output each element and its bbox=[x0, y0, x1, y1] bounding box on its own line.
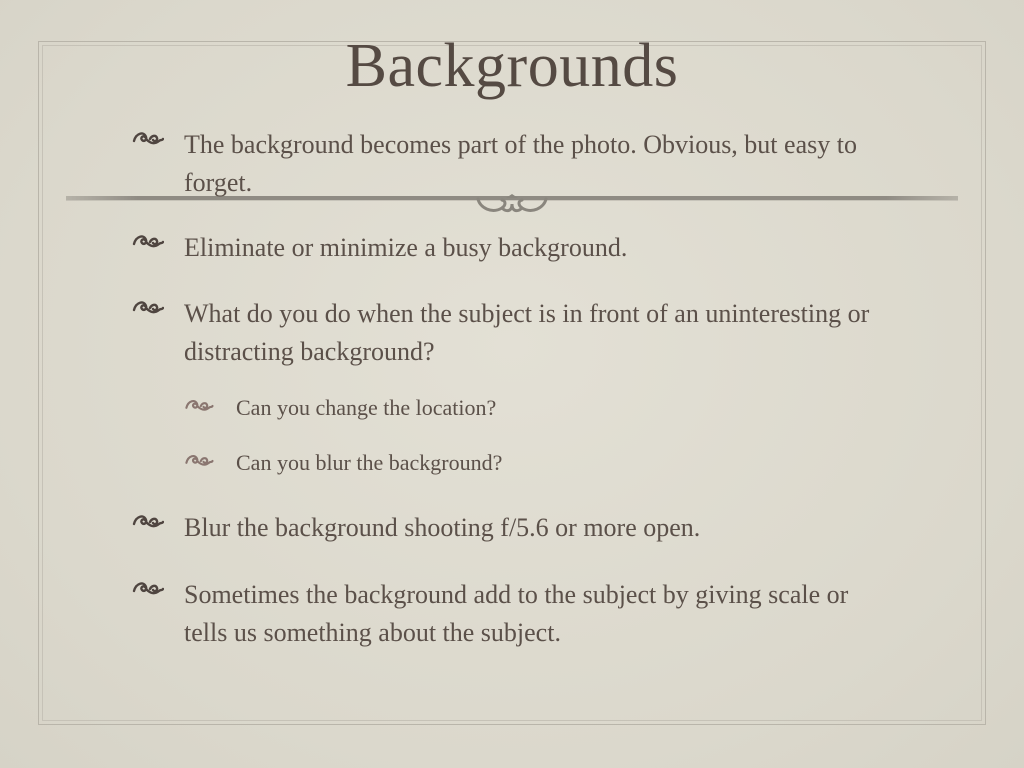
fleuron-icon bbox=[132, 129, 164, 149]
bullet-item bbox=[184, 509, 874, 547]
bullet-text: Sometimes the background add to the subject by giving scale or tells us something about the subject. bbox=[184, 580, 849, 647]
bullet-text: The background becomes part of the photo. Obvious, but easy to forget. bbox=[184, 130, 857, 197]
sub-bullet-item bbox=[236, 393, 856, 423]
fleuron-icon bbox=[184, 397, 214, 415]
slide-title: Backgrounds bbox=[345, 32, 679, 100]
bullet-text: Eliminate or minimize a busy background. bbox=[184, 233, 628, 262]
bullet-item bbox=[184, 295, 874, 371]
fleuron-icon bbox=[132, 512, 164, 532]
bullet-text: Blur the background shooting f/5.6 or more open. bbox=[184, 513, 701, 542]
fleuron-icon bbox=[132, 298, 164, 318]
fleuron-icon bbox=[184, 452, 214, 470]
bullet-text: Can you change the location? bbox=[236, 395, 497, 420]
fleuron-icon bbox=[132, 579, 164, 599]
bullet-item bbox=[184, 126, 874, 202]
sub-bullet-item bbox=[236, 448, 856, 478]
bullet-text: What do you do when the subject is in front of an uninteresting or distracting background? bbox=[184, 299, 870, 366]
bullet-item bbox=[184, 576, 874, 652]
fleuron-icon bbox=[132, 232, 164, 252]
bullet-item bbox=[184, 229, 874, 267]
bullet-text: Can you blur the background? bbox=[236, 450, 503, 475]
